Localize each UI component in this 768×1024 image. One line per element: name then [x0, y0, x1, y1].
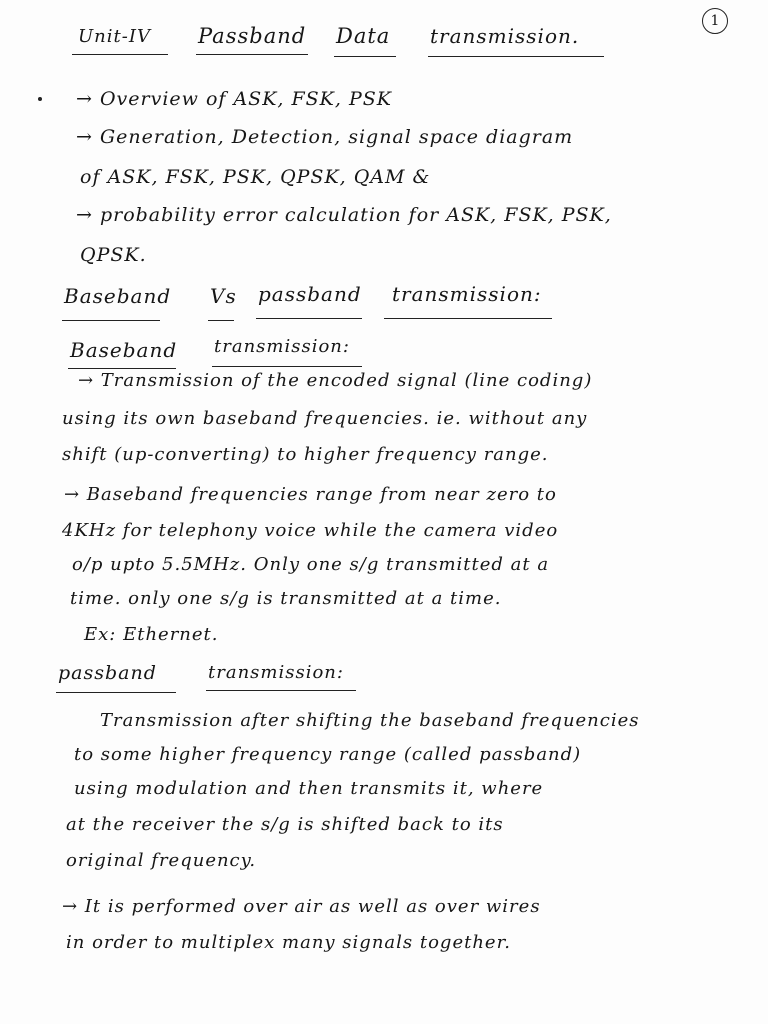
section-heading-passband: passband: [258, 282, 362, 306]
passband-heading: passband: [58, 662, 157, 684]
section-heading-baseband: Baseband: [64, 284, 172, 308]
ink-dot: [38, 97, 42, 101]
title-word-transmission: transmission.: [430, 24, 580, 48]
section-underline-2: [208, 320, 234, 321]
baseband-heading-underline-2: [212, 366, 362, 367]
title-underline-1: [196, 54, 308, 55]
baseband-line-3: shift (up-converting) to higher frequency range.: [62, 444, 549, 465]
passband-heading-2: transmission:: [208, 662, 344, 683]
section-heading-vs: Vs: [210, 284, 237, 308]
section-underline-4: [384, 318, 552, 319]
passband-line-4: at the receiver the s/g is shifted back to its: [66, 814, 504, 835]
title-word-data: Data: [336, 24, 391, 48]
title-word-passband: Passband: [198, 24, 307, 48]
passband-line-5: original frequency.: [66, 850, 257, 871]
passband-line-3: using modulation and then transmits it, where: [74, 778, 544, 799]
passband-line-6: → It is performed over air as well as over wires: [62, 896, 541, 917]
topic-line-3: of ASK, FSK, PSK, QPSK, QAM &: [80, 166, 431, 188]
passband-heading-underline-2: [206, 690, 356, 691]
section-underline-3: [256, 318, 362, 319]
unit-label: Unit-IV: [78, 26, 151, 47]
topic-line-2: → Generation, Detection, signal space diagram: [76, 126, 574, 148]
page-number: 1: [702, 8, 728, 34]
topic-line-1: → Overview of ASK, FSK, PSK: [76, 88, 392, 110]
baseband-line-5: 4KHz for telephony voice while the camera video: [62, 520, 559, 541]
baseband-heading-underline-1: [68, 368, 176, 369]
baseband-example: Ex: Ethernet.: [84, 624, 219, 645]
passband-line-1: Transmission after shifting the baseband frequencies: [100, 710, 640, 731]
baseband-line-7: time. only one s/g is transmitted at a time.: [70, 588, 502, 609]
unit-underline: [72, 54, 168, 55]
baseband-heading: Baseband: [70, 338, 178, 362]
passband-line-7: in order to multiplex many signals together.: [66, 932, 511, 953]
topic-line-5: QPSK.: [80, 244, 147, 266]
title-underline-3: [428, 56, 604, 57]
baseband-line-2: using its own baseband frequencies. ie. without any: [62, 408, 588, 429]
topic-line-4: → probability error calculation for ASK, FSK, PSK,: [76, 204, 612, 226]
baseband-line-6: o/p upto 5.5MHz. Only one s/g transmitted at a: [72, 554, 550, 575]
section-heading-transmission: transmission:: [392, 282, 542, 306]
passband-line-2: to some higher frequency range (called passband): [74, 744, 582, 765]
section-underline-1: [62, 320, 160, 321]
baseband-heading-2: transmission:: [214, 336, 350, 357]
passband-heading-underline-1: [56, 692, 176, 693]
baseband-line-1: → Transmission of the encoded signal (line coding): [78, 370, 593, 391]
baseband-line-4: → Baseband frequencies range from near zero to: [64, 484, 557, 505]
title-underline-2: [334, 56, 396, 57]
